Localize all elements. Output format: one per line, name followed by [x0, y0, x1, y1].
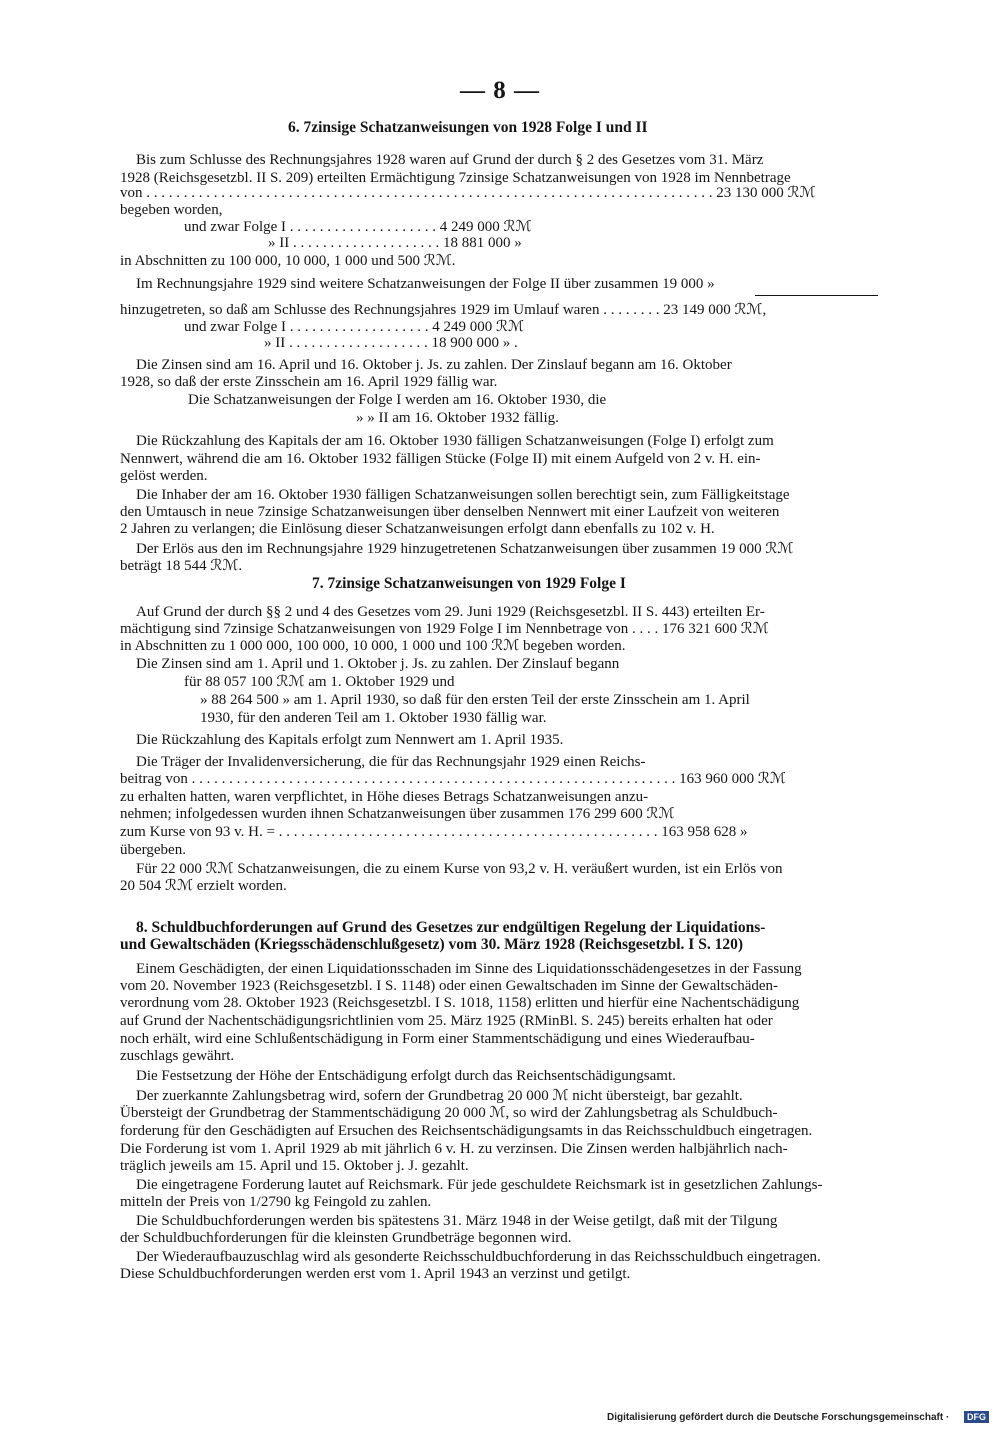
text-line: beträgt 18 544 ℛℳ.: [120, 558, 243, 574]
section-7-heading: 7. 7zinsige Schatzanweisungen von 1929 Folge I: [312, 575, 626, 592]
text-line: der Schuldbuchforderungen für die kleinsten Grundbeträge begonnen wird.: [120, 1230, 572, 1246]
text-line: mitteln der Preis von 1/2790 kg Feingold zu zahlen.: [120, 1194, 432, 1210]
text-line: Die Schuldbuchforderungen werden bis spätestens 31. März 1948 in der Weise getilgt, daß mit der Tilgung: [136, 1213, 778, 1229]
text-line: 2 Jahren zu verlangen; die Einlösung dieser Schatzanweisungen erfolgt dann ebenfalls zu 102 v. H.: [120, 521, 715, 537]
text-line: zum Kurse von 93 v. H. = . . . . . . . . . . . . . . . . . . . . . . . . . . . . . . . . . . . . . . . . . . . . . . . . . . . 163 958 628 »: [120, 824, 748, 840]
text-line: noch erhält, wird eine Schlußentschädigung in Form einer Stammentschädigung und eines Wiederaufbau-: [120, 1031, 755, 1047]
text-line: und zwar Folge I . . . . . . . . . . . . . . . . . . . . 4 249 000 ℛℳ: [184, 219, 532, 235]
text-line: Der Erlös aus den im Rechnungsjahre 1929 hinzugetretenen Schatzanweisungen über zusammen 19 000 ℛℳ: [136, 541, 794, 557]
text-line: » II . . . . . . . . . . . . . . . . . . . 18 900 000 » .: [264, 335, 518, 351]
text-line: beitrag von . . . . . . . . . . . . . . . . . . . . . . . . . . . . . . . . . . . . . . . . . . . . . . . . . . . . . . . . . . . . . . . . . 163 960 000 ℛℳ: [120, 771, 786, 787]
text-line: auf Grund der Nachentschädigungsrichtlinien vom 25. März 1925 (RMinBl. S. 245) bereits erhalten hat oder: [120, 1013, 773, 1029]
sum-rule: [755, 295, 878, 296]
digitization-credit: Digitalisierung gefördert durch die Deutsche Forschungsgemeinschaft ·: [607, 1412, 950, 1423]
text-line: 1930, für den anderen Teil am 1. Oktober 1930 fällig war.: [200, 710, 547, 726]
text-line: Auf Grund der durch §§ 2 und 4 des Gesetzes vom 29. Juni 1929 (Reichsgesetzbl. II S. 443) erteilten Er-: [136, 604, 765, 620]
text-line: Der zuerkannte Zahlungsbetrag wird, sofern der Grundbetrag 20 000 ℳ nicht übersteigt, bar gezahlt.: [136, 1088, 743, 1104]
text-line: Der Wiederaufbauzuschlag wird als gesonderte Reichsschuldbuchforderung in das Reichsschuldbuch eingetragen.: [136, 1249, 821, 1265]
text-line: Die Inhaber der am 16. Oktober 1930 fälligen Schatzanweisungen sollen berechtigt sein, zum Fälligkeitstage: [136, 487, 790, 503]
text-line: träglich jeweils am 15. April und 15. Oktober j. J. gezahlt.: [120, 1158, 469, 1174]
text-line: Die eingetragene Forderung lautet auf Reichsmark. Für jede geschuldete Reichsmark ist in gesetzlichen Zahlungs-: [136, 1177, 823, 1193]
text-line: Die Zinsen sind am 16. April und 16. Oktober j. Js. zu zahlen. Der Zinslauf begann am 16. Oktober: [136, 357, 732, 373]
text-line: Übersteigt der Grundbetrag der Stammentschädigung 20 000 ℳ, so wird der Zahlungsbetrag als Schuldbuch-: [120, 1105, 778, 1121]
text-line: 1928, so daß der erste Zinsschein am 16. April 1929 fällig war.: [120, 374, 498, 390]
section-8-heading-line-2: und Gewaltschäden (Kriegsschädenschlußgesetz) vom 30. März 1928 (Reichsgesetzbl. I S. 120): [120, 936, 743, 953]
section-6-heading: 6. 7zinsige Schatzanweisungen von 1928 Folge I und II: [288, 119, 648, 136]
text-line: 1928 (Reichsgesetzbl. II S. 209) erteilten Ermächtigung 7zinsige Schatzanweisungen von 1928 im Nennbetrage: [120, 170, 791, 186]
text-line: und zwar Folge I . . . . . . . . . . . . . . . . . . . 4 249 000 ℛℳ: [184, 319, 525, 335]
text-line: forderung für den Geschädigten auf Ersuchen des Reichsentschädigungsamts in das Reichsschuldbuch eingetragen.: [120, 1123, 813, 1139]
text-line: den Umtausch in neue 7zinsige Schatzanweisungen über denselben Nennwert mit einer Laufzeit von weiteren: [120, 504, 780, 520]
text-line: von . . . . . . . . . . . . . . . . . . . . . . . . . . . . . . . . . . . . . . . . . . . . . . . . . . . . . . . . . . . . . . . . . . . . . . . . . . . . 23 130 000 ℛℳ: [120, 185, 816, 201]
text-line: Die Forderung ist vom 1. April 1929 ab mit jährlich 6 v. H. zu verzinsen. Die Zinsen werden halbjährlich nach-: [120, 1141, 788, 1157]
text-line: Die Schatzanweisungen der Folge I werden am 16. Oktober 1930, die: [188, 392, 607, 408]
text-line: in Abschnitten zu 100 000, 10 000, 1 000 und 500 ℛℳ.: [120, 253, 456, 269]
text-line: in Abschnitten zu 1 000 000, 100 000, 10 000, 1 000 und 100 ℛℳ begeben worden.: [120, 638, 626, 654]
text-line: übergeben.: [120, 842, 186, 858]
text-line: zu erhalten hatten, waren verpflichtet, in Höhe dieses Betrags Schatzanweisungen anzu-: [120, 789, 649, 805]
text-line: » 88 264 500 » am 1. April 1930, so daß für den ersten Teil der erste Zinsschein am 1. April: [200, 692, 750, 708]
text-line: Die Rückzahlung des Kapitals der am 16. Oktober 1930 fälligen Schatzanweisungen (Folge I) erfolgt zum: [136, 433, 774, 449]
text-line: begeben worden,: [120, 202, 223, 218]
text-line: Einem Geschädigten, der einen Liquidationsschaden im Sinne des Liquidationsschädengesetzes in der Fassung: [136, 961, 802, 977]
dfg-logo: DFG: [964, 1411, 989, 1423]
text-line: Für 22 000 ℛℳ Schatzanweisungen, die zu einem Kurse von 93,2 v. H. veräußert wurden, ist ein Erlös von: [136, 861, 783, 877]
text-line: Bis zum Schlusse des Rechnungsjahres 1928 waren auf Grund der durch § 2 des Gesetzes vom 31. März: [136, 152, 764, 168]
text-line: gelöst werden.: [120, 468, 208, 484]
text-line: Die Zinsen sind am 1. April und 1. Oktober j. Js. zu zahlen. Der Zinslauf begann: [136, 656, 620, 672]
text-line: Im Rechnungsjahre 1929 sind weitere Schatzanweisungen der Folge II über zusammen 19 000 »: [136, 276, 715, 292]
text-line: vom 20. November 1923 (Reichsgesetzbl. I S. 1148) oder einen Gewaltschaden im Sinne der Gewaltschäden-: [120, 978, 779, 994]
text-line: hinzugetreten, so daß am Schlusse des Rechnungsjahres 1929 im Umlauf waren . . . . . . . . 23 149 000 ℛℳ,: [120, 302, 767, 318]
text-line: mächtigung sind 7zinsige Schatzanweisungen von 1929 Folge I im Nennbetrage von . . . . 176 321 600 ℛℳ: [120, 621, 769, 637]
text-line: » II . . . . . . . . . . . . . . . . . . . . 18 881 000 »: [268, 235, 522, 251]
text-line: Die Rückzahlung des Kapitals erfolgt zum Nennwert am 1. April 1935.: [136, 732, 564, 748]
text-line: Die Festsetzung der Höhe der Entschädigung erfolgt durch das Reichsentschädigungsamt.: [136, 1068, 676, 1084]
text-line: nehmen; infolgedessen wurden ihnen Schatzanweisungen über zusammen 176 299 600 ℛℳ: [120, 806, 675, 822]
text-line: Diese Schuldbuchforderungen werden erst vom 1. April 1943 an verzinst und getilgt.: [120, 1266, 631, 1282]
text-line: Die Träger der Invalidenversicherung, die für das Rechnungsjahr 1929 einen Reichs-: [136, 754, 646, 770]
page-number: — 8 —: [460, 77, 540, 104]
text-line: zuschlags gewährt.: [120, 1048, 235, 1064]
section-8-heading-line-1: 8. Schuldbuchforderungen auf Grund des Gesetzes zur endgültigen Regelung der Liquidations-: [136, 919, 766, 936]
text-line: verordnung vom 28. Oktober 1923 (Reichsgesetzbl. I S. 1018, 1158) erlitten und hierfür eine Nachentschädigung: [120, 995, 800, 1011]
text-line: Nennwert, während die am 16. Oktober 1932 fälligen Stücke (Folge II) mit einem Aufgeld von 2 v. H. ein-: [120, 451, 761, 467]
text-line: für 88 057 100 ℛℳ am 1. Oktober 1929 und: [184, 674, 455, 690]
text-line: 20 504 ℛℳ erzielt worden.: [120, 878, 287, 894]
text-line: » » II am 16. Oktober 1932 fällig.: [356, 410, 559, 426]
